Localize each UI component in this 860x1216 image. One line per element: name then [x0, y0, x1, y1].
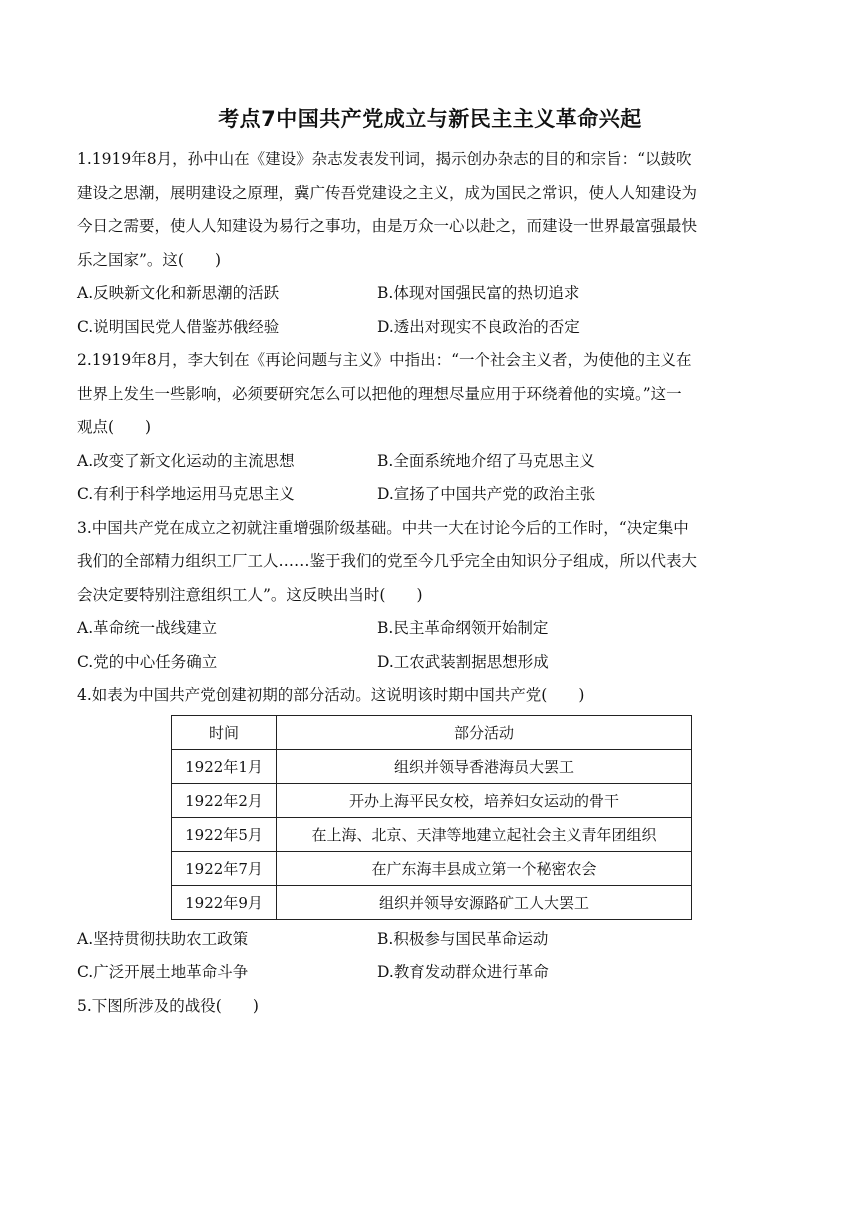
- table-row: [172, 817, 692, 851]
- question-1-options-row: [77, 277, 783, 311]
- question-1-option-a[interactable]: A.反映新文化和新思潮的活跃: [77, 284, 280, 302]
- question-4-options-row: [77, 956, 783, 990]
- question-1-option-b[interactable]: B.体现对国强民富的热切追求: [377, 284, 580, 302]
- question-2-stem-line: 2.1919年8月，李大钊在《再论问题与主义》中指出：“一个社会主义者，为使他的主义在: [77, 351, 692, 369]
- question-list: [77, 143, 783, 1023]
- table-cell-activity: 组织并领导安源路矿工人大罢工: [277, 885, 692, 919]
- question-4-option-c[interactable]: C.广泛开展土地革命斗争: [77, 963, 249, 981]
- question-3-option-d[interactable]: D.工农武装割据思想形成: [377, 652, 549, 671]
- question-3: [77, 512, 783, 680]
- question-3-option-b[interactable]: B.民主革命纲领开始制定: [377, 619, 549, 637]
- question-4-option-a[interactable]: A.坚持贯彻扶助农工政策: [77, 929, 249, 948]
- question-4-option-b[interactable]: B.积极参与国民革命运动: [377, 929, 549, 948]
- question-2-options-row: [77, 478, 783, 512]
- question-1: [77, 143, 783, 344]
- table-cell-date: 1922年1月: [172, 749, 277, 783]
- table-cell-date: 1922年7月: [172, 851, 277, 885]
- question-1-option-d[interactable]: D.透出对现实不良政治的否定: [377, 317, 580, 336]
- table-row: [172, 851, 692, 885]
- question-2-options-row: [77, 445, 783, 479]
- table-cell-date: 1922年5月: [172, 817, 277, 851]
- table-cell-activity: 组织并领导香港海员大罢工: [277, 749, 692, 783]
- table-cell-activity: 在上海、北京、天津等地建立起社会主义青年团组织: [277, 817, 692, 851]
- table-cell-date: 1922年2月: [172, 783, 277, 817]
- question-1-stem-line: 今日之需要，使人人知建设为易行之事功，由是万众一心以赴之，而建设一世界最富强最快: [77, 217, 698, 235]
- question-3-options-row: [77, 646, 783, 680]
- question-4-options-row: [77, 923, 783, 957]
- question-2-option-b[interactable]: B.全面系统地介绍了马克思主义: [377, 451, 595, 470]
- question-1-stem-line: 建设之思潮，展明建设之原理，冀广传吾党建设之主义，成为国民之常识，使人人知建设为: [77, 183, 698, 202]
- question-2-stem-line: 观点( ): [77, 418, 152, 436]
- question-4-stem: 4.如表为中国共产党创建初期的部分活动。这说明该时期中国共产党( ): [77, 686, 585, 704]
- table-cell-activity: 在广东海丰县成立第一个秘密农会: [277, 851, 692, 885]
- question-1-stem-line: 乐之国家”。这( ): [77, 250, 222, 269]
- question-4-option-d[interactable]: D.教育发动群众进行革命: [377, 963, 549, 981]
- question-3-option-a[interactable]: A.革命统一战线建立: [77, 619, 218, 637]
- question-3-options-row: [77, 612, 783, 646]
- question-2: [77, 344, 783, 512]
- question-2-option-a[interactable]: A.改变了新文化运动的主流思想: [77, 451, 295, 470]
- table-cell-activity: 开办上海平民女校，培养妇女运动的骨干: [277, 783, 692, 817]
- question-3-option-c[interactable]: C.党的中心任务确立: [77, 652, 218, 671]
- question-2-stem-line: 世界上发生一些影响，必须要研究怎么可以把他的理想尽量应用于环绕着他的实境。”这一: [77, 384, 682, 403]
- question-2-option-d[interactable]: D.宣扬了中国共产党的政治主张: [377, 485, 596, 503]
- activities-table: [171, 715, 692, 920]
- question-3-stem-line: 会决定要特别注意组织工人”。这反映出当时( ): [77, 585, 423, 604]
- question-3-stem-line: 我们的全部精力组织工厂工人……鉴于我们的党至今几乎完全由知识分子组成，所以代表大: [77, 552, 698, 570]
- question-4: [77, 679, 783, 990]
- question-1-stem-line: 1.1919年8月，孙中山在《建设》杂志发表发刊词，揭示创办杂志的目的和宗旨：“以鼓吹: [77, 150, 692, 168]
- question-1-option-c[interactable]: C.说明国民党人借鉴苏俄经验: [77, 317, 280, 336]
- table-row: [172, 885, 692, 919]
- question-2-option-c[interactable]: C.有利于科学地运用马克思主义: [77, 485, 295, 503]
- table-cell-date: 1922年9月: [172, 885, 277, 919]
- question-5: [77, 990, 783, 1024]
- table-row: [172, 783, 692, 817]
- question-1-options-row: [77, 311, 783, 345]
- table-row: [172, 749, 692, 783]
- table-header-row: [172, 715, 692, 749]
- table-header-cell: 部分活动: [277, 715, 692, 749]
- question-5-stem: 5.下图所涉及的战役( ): [77, 996, 259, 1015]
- table-header-cell: 时间: [172, 715, 277, 749]
- question-3-stem-line: 3.中国共产党在成立之初就注重增强阶级基础。中共一大在讨论今后的工作时，“决定集中: [77, 518, 689, 537]
- page-title: 考点7中国共产党成立与新民主主义革命兴起: [218, 107, 642, 131]
